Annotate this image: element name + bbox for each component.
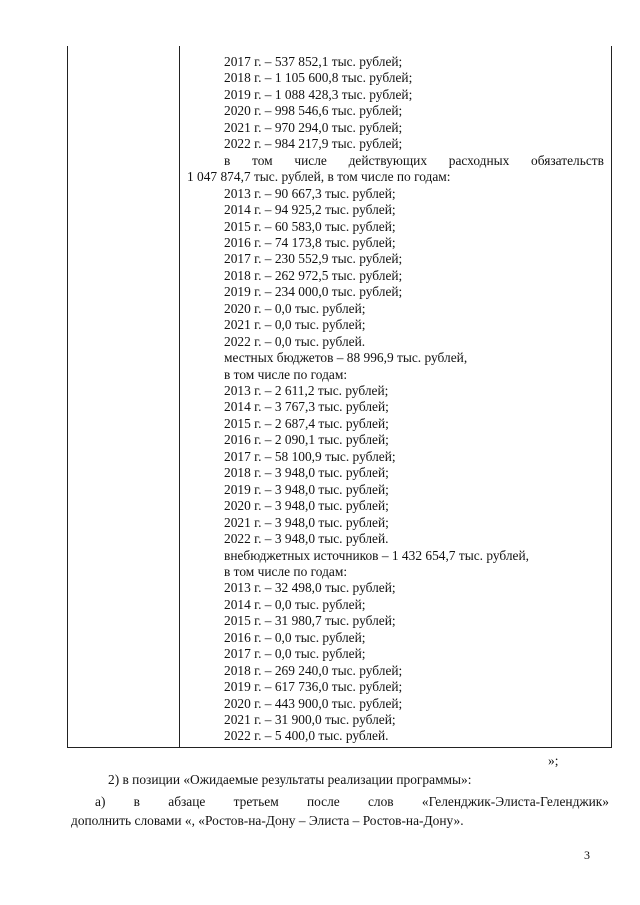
quote-end-mark: »;	[548, 753, 559, 768]
table-line: местных бюджетов – 88 996,9 тыс. рублей,	[224, 350, 468, 366]
table-line: 2017 г. – 58 100,9 тыс. рублей;	[224, 448, 396, 464]
paragraph-item-2: 2) в позиции «Ожидаемые результаты реализации программы»:	[108, 772, 472, 787]
table-line: 2018 г. – 262 972,5 тыс. рублей;	[224, 267, 403, 283]
table-line: 2014 г. – 3 767,3 тыс. рублей;	[224, 399, 389, 415]
table-line: 2021 г. – 3 948,0 тыс. рублей;	[224, 514, 389, 530]
table-line: 2014 г. – 0,0 тыс. рублей;	[224, 596, 366, 612]
table-line: 2019 г. – 3 948,0 тыс. рублей;	[224, 481, 389, 497]
table-line: 2021 г. – 0,0 тыс. рублей;	[224, 317, 366, 333]
table-line: 2013 г. – 32 498,0 тыс. рублей;	[224, 580, 396, 596]
table-line: 2015 г. – 60 583,0 тыс. рублей;	[224, 218, 396, 234]
table-line: 2022 г. – 0,0 тыс. рублей.	[224, 333, 366, 349]
table-line: 2014 г. – 94 925,2 тыс. рублей;	[224, 202, 396, 218]
page-number: 3	[584, 848, 590, 862]
table-line: 2016 г. – 0,0 тыс. рублей;	[224, 629, 366, 645]
table-line: 2022 г. – 984 217,9 тыс. рублей;	[224, 136, 403, 152]
table-line: 2015 г. – 31 980,7 тыс. рублей;	[224, 613, 396, 629]
table-line: 2013 г. – 90 667,3 тыс. рублей;	[224, 185, 396, 201]
table-line: 2019 г. – 1 088 428,3 тыс. рублей;	[224, 86, 413, 102]
table-line: 2018 г. – 1 105 600,8 тыс. рублей;	[224, 70, 413, 86]
paragraph-a-line-2: дополнить словами «, «Ростов-на-Дону – Элиста – Ростов-на-Дону».	[71, 813, 464, 828]
table-line: 2021 г. – 970 294,0 тыс. рублей;	[224, 119, 403, 135]
table-line: 2021 г. – 31 900,0 тыс. рублей;	[224, 712, 396, 727]
table-line: 2020 г. – 0,0 тыс. рублей;	[224, 300, 366, 316]
table-line: в том числе по годам:	[224, 563, 348, 579]
table-line: 2018 г. – 269 240,0 тыс. рублей;	[224, 662, 403, 678]
table-line: 2019 г. – 234 000,0 тыс. рублей;	[224, 284, 403, 300]
table-line: 2022 г. – 5 400,0 тыс. рублей.	[224, 728, 389, 744]
table-line: 2013 г. – 2 611,2 тыс. рублей;	[224, 383, 389, 398]
table-line: 2016 г. – 2 090,1 тыс. рублей;	[224, 432, 389, 448]
program-table	[67, 46, 612, 748]
table-line: 2020 г. – 998 546,6 тыс. рублей;	[224, 103, 403, 119]
table-line: 2020 г. – 3 948,0 тыс. рублей;	[224, 498, 389, 514]
table-line: 2018 г. – 3 948,0 тыс. рублей;	[224, 465, 389, 481]
table-line: 2017 г. – 537 852,1 тыс. рублей;	[224, 54, 403, 69]
table-line: внебюджетных источников – 1 432 654,7 тыс. рублей,	[224, 547, 529, 563]
table-line: 1 047 874,7 тыс. рублей, в том числе по годам:	[187, 169, 451, 185]
table-line: 2019 г. – 617 736,0 тыс. рублей;	[224, 679, 403, 695]
table-line: 2020 г. – 443 900,0 тыс. рублей;	[224, 695, 403, 711]
table-line: в том числе действующих расходных обязательств	[224, 152, 604, 168]
table-line: в том числе по годам:	[224, 366, 348, 382]
table-line: 2022 г. – 3 948,0 тыс. рублей.	[224, 531, 389, 547]
table-line: 2016 г. – 74 173,8 тыс. рублей;	[224, 234, 396, 250]
paragraph-a-line-1: а) в абзаце третьем после слов «Геленджик-Элиста-Геленджик»	[95, 794, 609, 809]
table-line: 2015 г. – 2 687,4 тыс. рублей;	[224, 415, 389, 431]
column-divider	[179, 46, 180, 747]
table-line: 2017 г. – 230 552,9 тыс. рублей;	[224, 251, 403, 267]
table-line: 2017 г. – 0,0 тыс. рублей;	[224, 646, 366, 662]
